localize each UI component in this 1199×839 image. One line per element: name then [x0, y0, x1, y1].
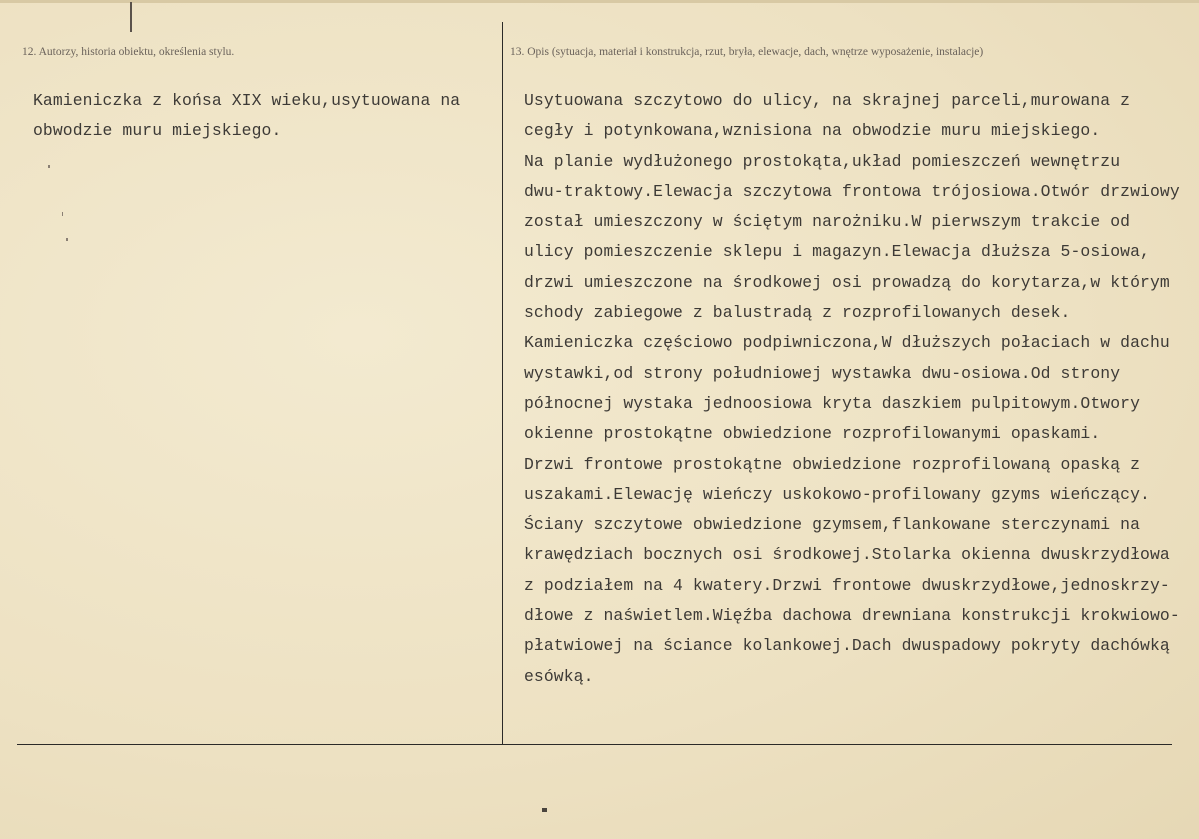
text-line: drzwi umieszczone na środkowej osi prowadzą do korytarza,w którym	[524, 272, 1170, 292]
text-line: schody zabiegowe z balustradą z rozprofilowanych desek.	[524, 303, 1071, 323]
text-line: dłowe z naświetlem.Więźba dachowa drewniana konstrukcji krokwiowo-	[524, 606, 1180, 626]
text-line: wystawki,od strony południowej wystawka dwu-osiowa.Od strony	[524, 363, 1121, 383]
text-line: północnej wystaka jednoosiowa kryta daszkiem pulpitowym.Otwory	[524, 393, 1141, 413]
text-line: krawędziach bocznych osi środkowej.Stolarka okienna dwuskrzydłowa	[524, 545, 1170, 565]
text-line: Drzwi frontowe prostokątne obwiedzione rozprofilowaną opaską z	[524, 454, 1141, 474]
text-line: Usytuowana szczytowo do ulicy, na skrajnej parceli,murowana z	[524, 91, 1131, 110]
ink-speck	[66, 238, 68, 241]
text-line: dwu-traktowy.Elewacja szczytowa frontowa trójosiowa.Otwór drzwiowy	[524, 181, 1180, 201]
text-line: Kamieniczka z końsa XIX wieku,usytuowana na	[33, 91, 461, 110]
text-line: okienne prostokątne obwiedzione rozprofilowanymi opaskami.	[524, 424, 1101, 444]
text-line: uszakami.Elewację wieńczy uskokowo-profilowany gzyms wieńczący.	[524, 484, 1150, 504]
text-line: obwodzie muru miejskiego.	[33, 121, 282, 141]
text-line: cegły i potynkowana,wznisiona na obwodzie muru miejskiego.	[524, 121, 1101, 141]
ink-speck	[48, 165, 50, 168]
section-13-text	[524, 86, 1180, 692]
text-line: Na planie wydłużonego prostokąta,układ pomieszczeń wewnętrzu	[524, 151, 1121, 171]
text-line: esówką.	[524, 666, 594, 686]
section-12-text	[33, 86, 460, 147]
pin-mark	[130, 2, 132, 32]
text-line: z podziałem na 4 kwatery.Drzwi frontowe dwuskrzydłowe,jednoskrzy-	[524, 575, 1170, 595]
page-top-edge	[0, 0, 1199, 3]
section-12-header: 12. Autorzy, historia obiektu, określenia stylu.	[22, 46, 235, 58]
vertical-divider	[502, 22, 503, 744]
text-line: ulicy pomieszczenie sklepu i magazyn.Elewacja dłuższa 5-osiowa,	[524, 242, 1150, 262]
text-line: płatwiowej na ściance kolankowej.Dach dwuspadowy pokryty dachówką	[524, 636, 1170, 656]
ink-speck	[62, 212, 63, 216]
section-13-header: 13. Opis (sytuacja, materiał i konstrukcja, rzut, bryła, elewacje, dach, wnętrze wyposażenie, instalacje)	[510, 46, 984, 58]
horizontal-divider	[17, 744, 1172, 745]
text-line: został umieszczony w ściętym narożniku.W pierwszym trakcie od	[524, 212, 1131, 232]
ink-speck	[542, 808, 547, 812]
text-line: Ściany szczytowe obwiedzione gzymsem,flankowane sterczynami na	[524, 515, 1141, 535]
text-line: Kamieniczka częściowo podpiwniczona,W dłuższych połaciach w dachu	[524, 333, 1170, 353]
